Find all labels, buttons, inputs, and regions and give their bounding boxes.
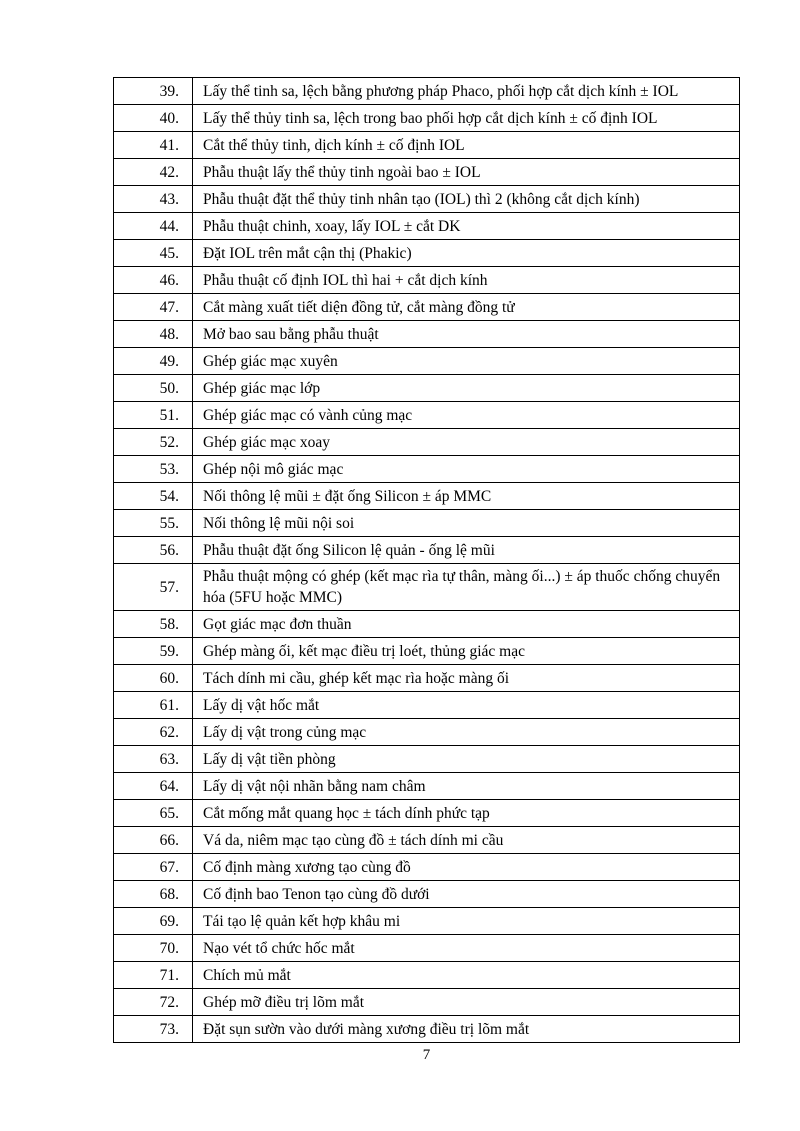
row-number: 66. <box>114 827 193 854</box>
table-row <box>114 240 740 267</box>
table-row <box>114 935 740 962</box>
row-number: 55. <box>114 510 193 537</box>
row-number: 53. <box>114 456 193 483</box>
procedure-name: Nối thông lệ mũi nội soi <box>193 510 740 537</box>
table-row <box>114 510 740 537</box>
row-number: 46. <box>114 267 193 294</box>
row-number: 63. <box>114 746 193 773</box>
table-row <box>114 989 740 1016</box>
procedure-name: Ghép màng ối, kết mạc điều trị loét, thủng giác mạc <box>193 638 740 665</box>
procedure-name: Ghép giác mạc lớp <box>193 375 740 402</box>
row-number: 51. <box>114 402 193 429</box>
procedure-name: Cắt thể thủy tinh, dịch kính ± cố định IOL <box>193 132 740 159</box>
table-row <box>114 611 740 638</box>
table-row <box>114 719 740 746</box>
row-number: 48. <box>114 321 193 348</box>
table-row <box>114 213 740 240</box>
table-row <box>114 908 740 935</box>
procedures-table <box>113 77 740 1043</box>
row-number: 73. <box>114 1016 193 1043</box>
row-number: 60. <box>114 665 193 692</box>
procedure-name: Phẫu thuật lấy thể thủy tinh ngoài bao ± IOL <box>193 159 740 186</box>
procedure-name: Nạo vét tổ chức hốc mắt <box>193 935 740 962</box>
table-row <box>114 483 740 510</box>
table-row <box>114 564 740 611</box>
table-row <box>114 321 740 348</box>
procedure-name: Vá da, niêm mạc tạo cùng đồ ± tách dính mi cầu <box>193 827 740 854</box>
table-row <box>114 773 740 800</box>
procedure-name: Chích mủ mắt <box>193 962 740 989</box>
procedure-name: Lấy thể thủy tinh sa, lệch trong bao phối hợp cắt dịch kính ± cố định IOL <box>193 105 740 132</box>
table-row <box>114 827 740 854</box>
procedure-name: Lấy dị vật nội nhãn bằng nam châm <box>193 773 740 800</box>
table-row <box>114 105 740 132</box>
procedure-name: Ghép nội mô giác mạc <box>193 456 740 483</box>
table-row <box>114 854 740 881</box>
row-number: 62. <box>114 719 193 746</box>
row-number: 50. <box>114 375 193 402</box>
row-number: 42. <box>114 159 193 186</box>
row-number: 70. <box>114 935 193 962</box>
row-number: 44. <box>114 213 193 240</box>
page-number: 7 <box>422 1047 431 1063</box>
table-row <box>114 132 740 159</box>
row-number: 68. <box>114 881 193 908</box>
table-row <box>114 456 740 483</box>
procedure-name: Ghép giác mạc xuyên <box>193 348 740 375</box>
row-number: 67. <box>114 854 193 881</box>
row-number: 47. <box>114 294 193 321</box>
row-number: 57. <box>114 564 193 611</box>
row-number: 65. <box>114 800 193 827</box>
row-number: 58. <box>114 611 193 638</box>
row-number: 41. <box>114 132 193 159</box>
table-row <box>114 665 740 692</box>
procedure-name: Phẫu thuật đặt ống Silicon lệ quản - ống lệ mũi <box>193 537 740 564</box>
procedure-name: Cắt mống mắt quang học ± tách dính phức tạp <box>193 800 740 827</box>
row-number: 52. <box>114 429 193 456</box>
procedure-name: Cố định màng xương tạo cùng đồ <box>193 854 740 881</box>
table-row <box>114 78 740 105</box>
row-number: 71. <box>114 962 193 989</box>
row-number: 64. <box>114 773 193 800</box>
procedure-name: Lấy dị vật tiền phòng <box>193 746 740 773</box>
table-row <box>114 800 740 827</box>
table-row <box>114 1016 740 1043</box>
row-number: 69. <box>114 908 193 935</box>
table-row <box>114 267 740 294</box>
table-row <box>114 692 740 719</box>
table-row <box>114 348 740 375</box>
procedure-name: Ghép mỡ điều trị lõm mắt <box>193 989 740 1016</box>
procedure-name: Lấy dị vật hốc mắt <box>193 692 740 719</box>
row-number: 72. <box>114 989 193 1016</box>
table-row <box>114 638 740 665</box>
row-number: 39. <box>114 78 193 105</box>
procedure-name: Lấy dị vật trong củng mạc <box>193 719 740 746</box>
row-number: 54. <box>114 483 193 510</box>
table-row <box>114 402 740 429</box>
row-number: 59. <box>114 638 193 665</box>
table-row <box>114 375 740 402</box>
procedure-name: Phẫu thuật đặt thể thủy tinh nhân tạo (IOL) thì 2 (không cắt dịch kính) <box>193 186 740 213</box>
table-row <box>114 746 740 773</box>
table-row <box>114 159 740 186</box>
procedure-name: Tái tạo lệ quản kết hợp khâu mi <box>193 908 740 935</box>
row-number: 40. <box>114 105 193 132</box>
procedure-name: Lấy thể tinh sa, lệch bằng phương pháp Phaco, phối hợp cắt dịch kính ± IOL <box>193 78 740 105</box>
procedure-name: Tách dính mi cầu, ghép kết mạc rìa hoặc màng ối <box>193 665 740 692</box>
table-row <box>114 294 740 321</box>
row-number: 43. <box>114 186 193 213</box>
procedure-name: Gọt giác mạc đơn thuần <box>193 611 740 638</box>
table-row <box>114 962 740 989</box>
procedure-name: Đặt IOL trên mắt cận thị (Phakic) <box>193 240 740 267</box>
procedure-name: Nối thông lệ mũi ± đặt ống Silicon ± áp MMC <box>193 483 740 510</box>
procedure-name: Phẫu thuật chinh, xoay, lấy IOL ± cắt DK <box>193 213 740 240</box>
table-row <box>114 186 740 213</box>
procedure-name: Ghép giác mạc có vành củng mạc <box>193 402 740 429</box>
procedure-name: Ghép giác mạc xoay <box>193 429 740 456</box>
procedure-name: Đặt sụn sườn vào dưới màng xương điều trị lõm mắt <box>193 1016 740 1043</box>
procedure-name: Cắt màng xuất tiết diện đồng tử, cắt màng đồng tử <box>193 294 740 321</box>
row-number: 49. <box>114 348 193 375</box>
procedure-name: Phẫu thuật cố định IOL thì hai + cắt dịch kính <box>193 267 740 294</box>
row-number: 45. <box>114 240 193 267</box>
row-number: 56. <box>114 537 193 564</box>
procedure-name: Phẫu thuật mộng có ghép (kết mạc rìa tự thân, màng ối...) ± áp thuốc chống chuyển hóa (5FU hoặc MMC) <box>193 564 740 611</box>
table-row <box>114 537 740 564</box>
procedures-table-body <box>114 78 740 1043</box>
procedure-name: Mở bao sau bằng phẫu thuật <box>193 321 740 348</box>
row-number: 61. <box>114 692 193 719</box>
procedure-name: Cố định bao Tenon tạo cùng đồ dưới <box>193 881 740 908</box>
table-row <box>114 881 740 908</box>
table-row <box>114 429 740 456</box>
